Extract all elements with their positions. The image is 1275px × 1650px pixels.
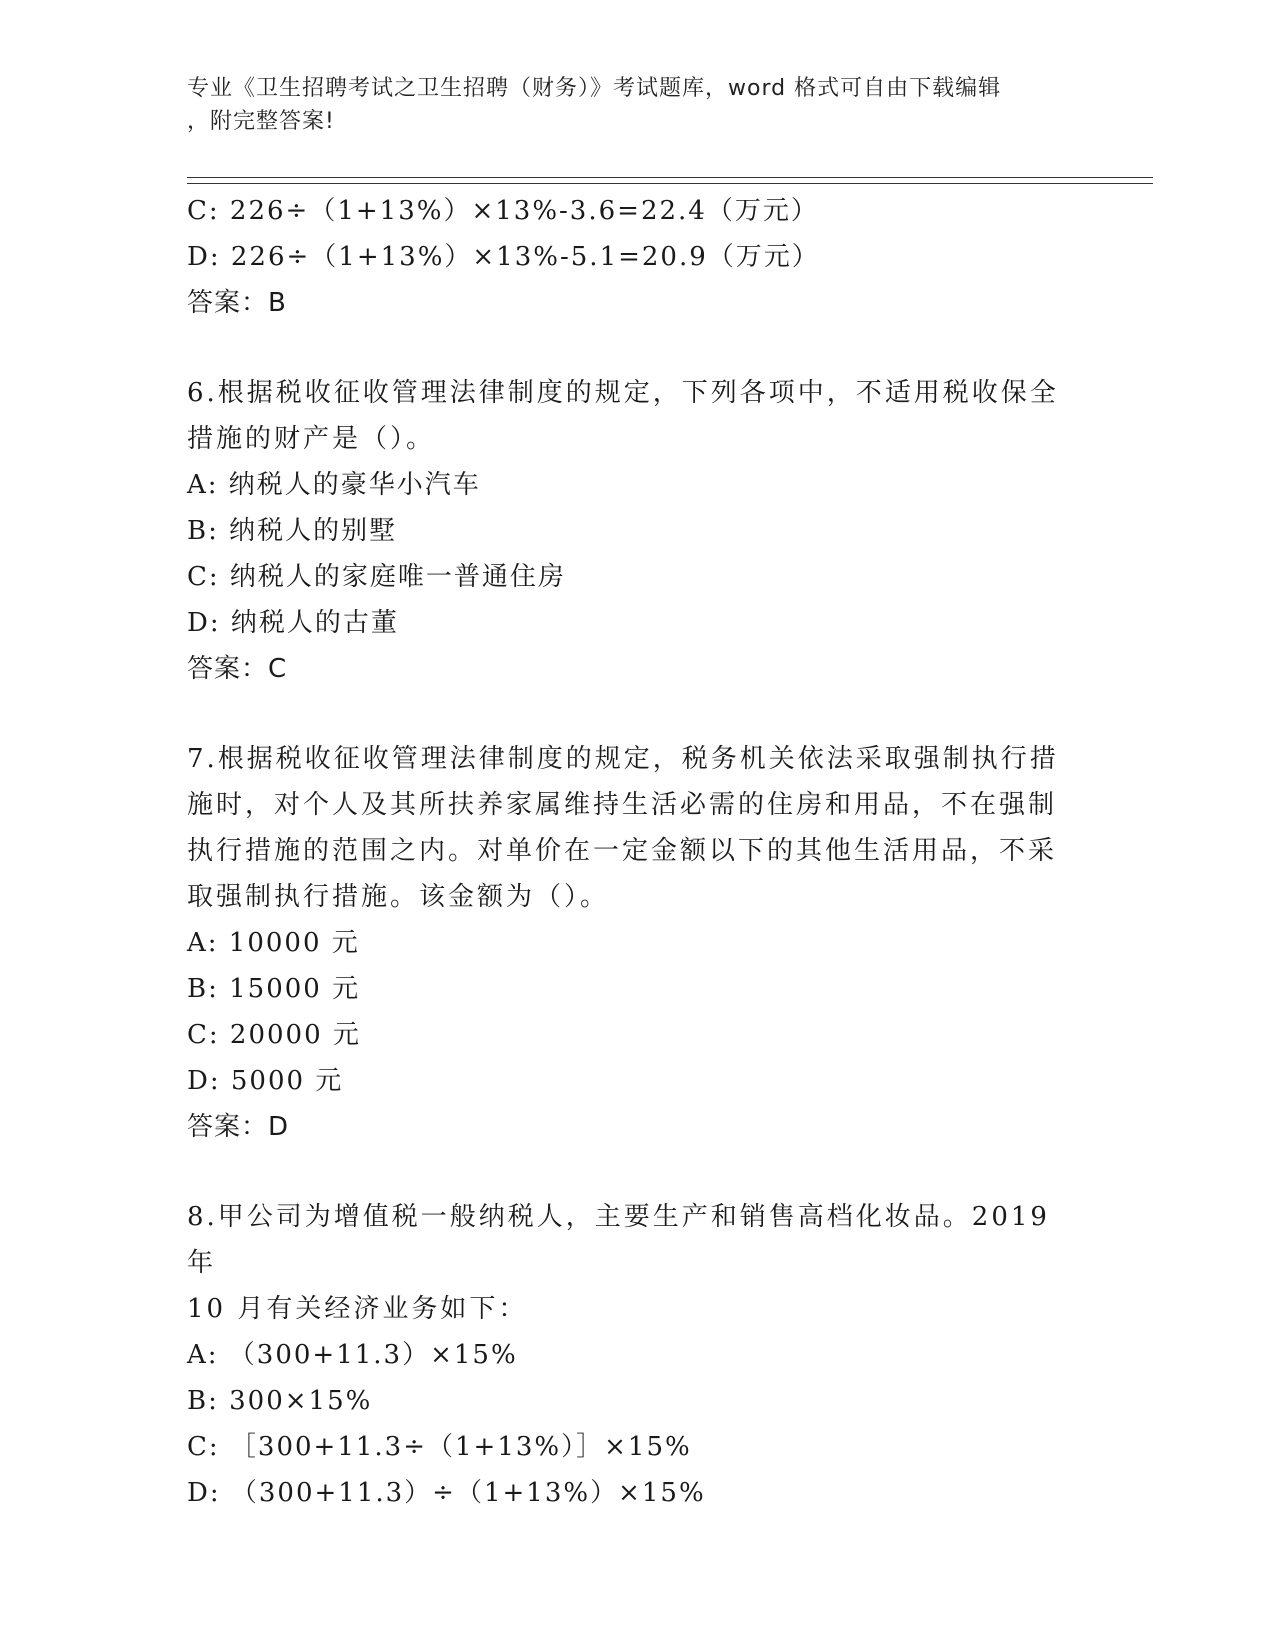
- option-b: B: 15000 元: [187, 974, 361, 1004]
- question-stem-line: 7.根据税收征收管理法律制度的规定，税务机关依法采取强制执行措: [187, 744, 1059, 774]
- answer-line: 答案：B: [187, 288, 287, 318]
- answer-line: 答案：C: [187, 654, 288, 684]
- page-header: [187, 72, 1067, 138]
- option-a: A: 纳税人的豪华小汽车: [187, 470, 481, 500]
- header-line-2: ，附完整答案!: [187, 109, 335, 134]
- option-d: D: 纳税人的古董: [187, 608, 399, 638]
- question-stem-line: 8.甲公司为增值税一般纳税人，主要生产和销售高档化妆品。2019 年: [187, 1202, 1050, 1278]
- question-stem-line: 执行措施的范围之内。对单价在一定金额以下的其他生活用品，不采: [187, 836, 1058, 866]
- option-c: C: 20000 元: [187, 1020, 361, 1050]
- option-d: D: 5000 元: [187, 1066, 344, 1096]
- document-body: [187, 188, 1067, 1516]
- option-d: D: 226÷（1+13%）×13%-5.1=20.9（万元）: [187, 242, 820, 272]
- question-7: [187, 736, 1067, 1150]
- option-a: A: （300+11.3）×15%: [187, 1340, 518, 1370]
- question-stem-line: 措施的财产是（）。: [187, 424, 436, 454]
- previous-question-tail: [187, 188, 1067, 326]
- option-b: B: 纳税人的别墅: [187, 516, 398, 546]
- question-stem-line: 施时，对个人及其所扶养家属维持生活必需的住房和用品，不在强制: [187, 790, 1058, 820]
- question-stem-line: 10 月有关经济业务如下：: [187, 1294, 528, 1324]
- option-d: D: （300+11.3）÷（1+13%）×15%: [187, 1478, 706, 1508]
- header-divider: [187, 177, 1153, 184]
- header-line-1: 专业《卫生招聘考试之卫生招聘（财务）》考试题库，word 格式可自由下载编辑: [187, 76, 1002, 101]
- question-6: [187, 370, 1067, 692]
- answer-line: 答案：D: [187, 1112, 290, 1142]
- option-a: A: 10000 元: [187, 928, 360, 958]
- question-8: [187, 1194, 1067, 1516]
- option-c: C: 纳税人的家庭唯一普通住房: [187, 562, 566, 592]
- option-c: C: 226÷（1+13%）×13%-3.6=22.4（万元）: [187, 196, 819, 226]
- option-b: B: 300×15%: [187, 1386, 373, 1416]
- option-c: C: ［300+11.3÷（1+13%）］×15%: [187, 1432, 692, 1462]
- question-stem-line: 6.根据税收征收管理法律制度的规定，下列各项中，不适用税收保全: [187, 378, 1059, 408]
- question-stem-line: 取强制执行措施。该金额为（）。: [187, 882, 610, 912]
